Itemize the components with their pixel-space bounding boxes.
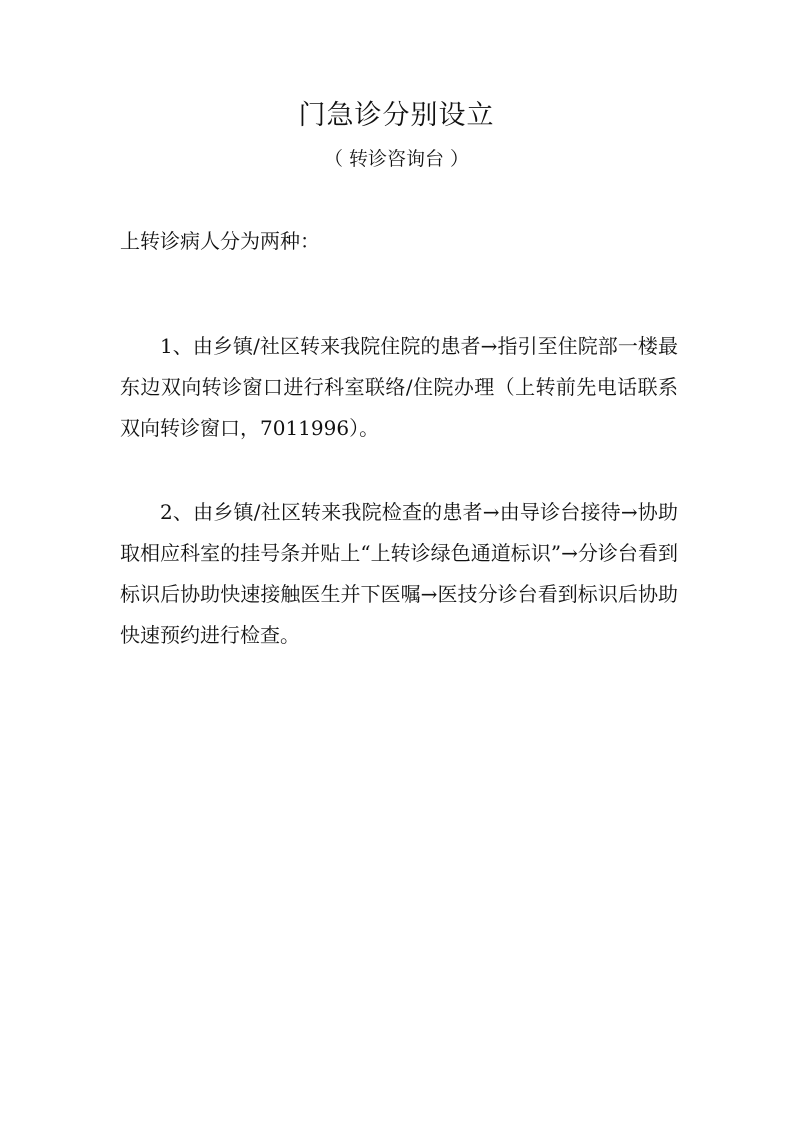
- intro-text: 上转诊病人分为两种：: [120, 229, 320, 253]
- paragraph-examination-referral: 2、由乡镇/社区转来我院检查的患者→由导诊台接待→协助取相应科室的挂号条并贴上“上转诊绿色通道标识”→分诊台看到标识后协助快速接触医生并下医嘱→医技分诊台看到标识后协助快速预约进行检查。: [120, 500, 678, 647]
- document-title: 门急诊分别设立: [298, 100, 495, 131]
- paragraph-inpatient-referral: 1、由乡镇/社区转来我院住院的患者→指引至住院部一楼最东边双向转诊窗口进行科室联络/住院办理（上转前先电话联系双向转诊窗口，7011996）。: [120, 334, 678, 440]
- document-subtitle: （ 转诊咨询台 ）: [323, 148, 470, 170]
